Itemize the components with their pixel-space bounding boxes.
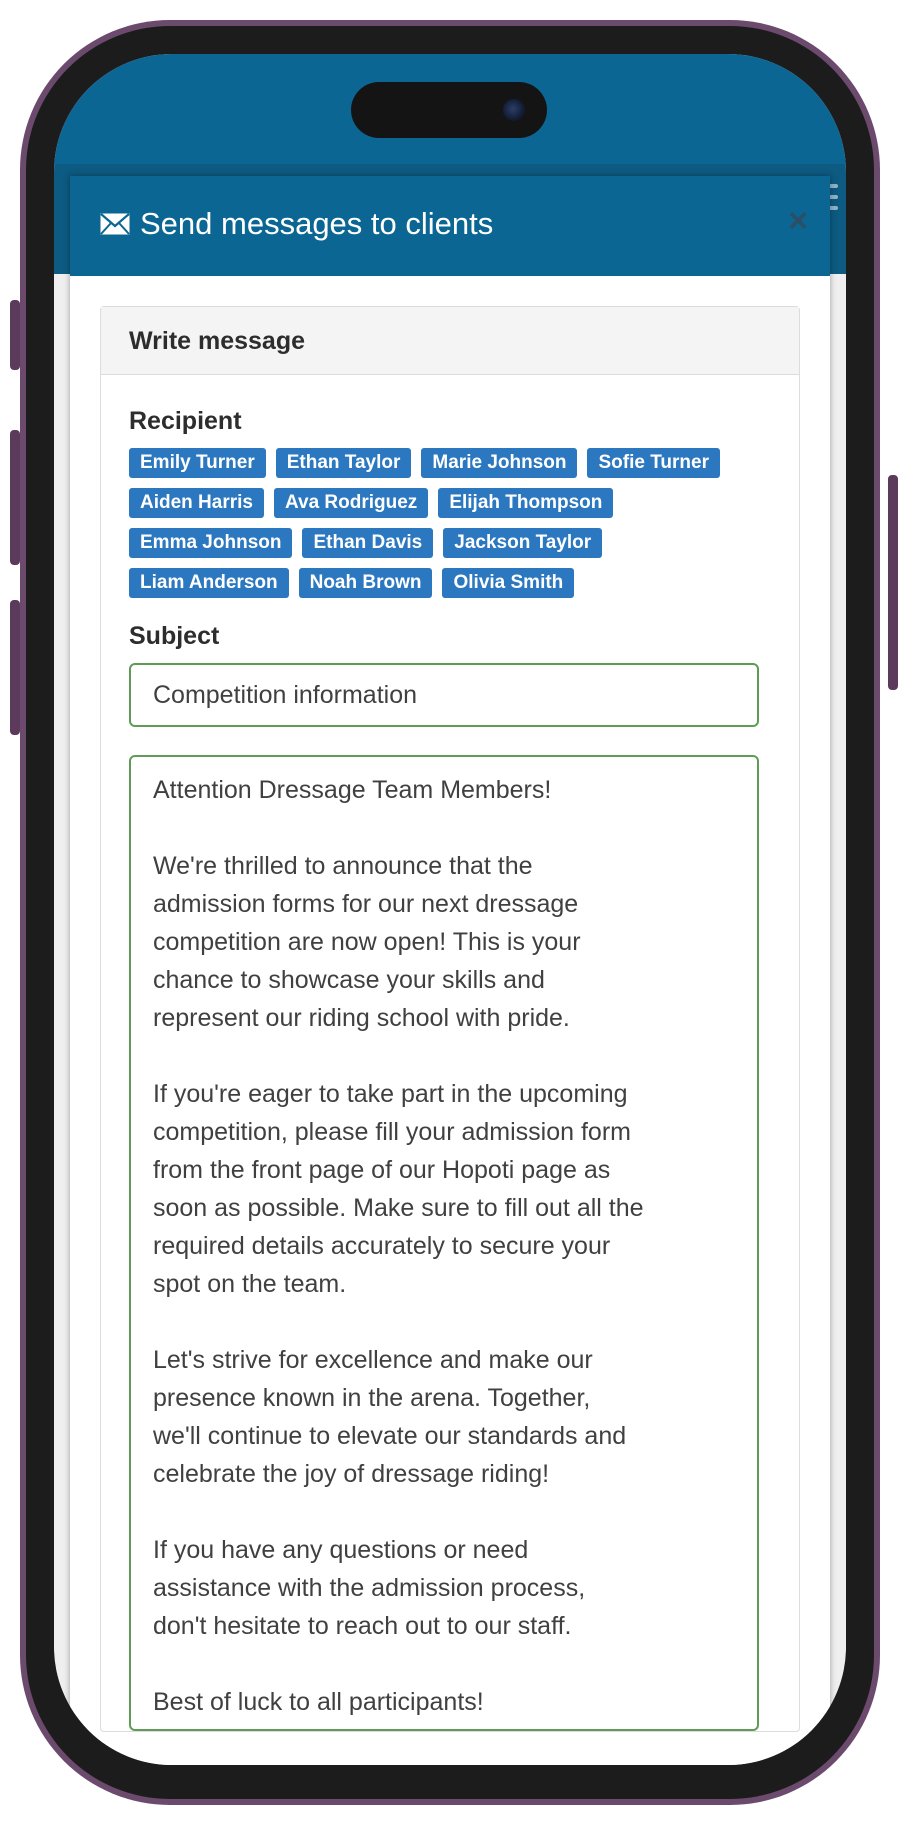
dynamic-island [351, 82, 547, 138]
close-icon[interactable]: × [788, 202, 808, 240]
recipient-chip[interactable]: Ava Rodriguez [274, 488, 428, 518]
recipient-chip-list [129, 448, 769, 608]
status-bar [54, 54, 846, 164]
envelope-icon [100, 213, 130, 235]
camera-icon [503, 99, 525, 121]
recipient-chip[interactable]: Aiden Harris [129, 488, 264, 518]
recipient-chip[interactable]: Olivia Smith [442, 568, 574, 598]
panel-body [101, 375, 799, 1731]
recipient-chip[interactable]: Sofie Turner [587, 448, 720, 478]
volume-down-button [10, 600, 20, 735]
modal-header [70, 176, 830, 276]
phone-screen [54, 54, 846, 1765]
subject-input[interactable]: Competition information [129, 663, 759, 727]
recipient-chip[interactable]: Marie Johnson [421, 448, 577, 478]
recipient-chip[interactable]: Emily Turner [129, 448, 266, 478]
write-message-panel [100, 306, 800, 1732]
recipient-chip[interactable]: Liam Anderson [129, 568, 289, 598]
power-button [888, 475, 898, 690]
modal-title [100, 206, 493, 242]
recipient-chip[interactable]: Ethan Davis [302, 528, 433, 558]
action-button [10, 300, 20, 370]
recipient-chip[interactable]: Noah Brown [299, 568, 433, 598]
recipient-label: Recipient [129, 407, 242, 435]
send-message-modal [70, 176, 830, 1765]
subject-label: Subject [129, 622, 220, 650]
message-textarea[interactable]: Attention Dressage Team Members! We're thrilled to announce that the admission forms for our next dressage competition are now open! This is your chance to showcase your skills and represent our riding school with pride. If you're eager to take part in the upcoming competition, please fill your admission form from the front page of our Hopoti page as soon as possible. Make sure to fill out all the required details accurately to secure your spot on the team. Let's strive for excellence and make our presence known in the arena. Together, we'll continue to elevate our standards and celebrate the joy of dressage riding! If you have any questions or need assistance with the admission process, don't hesitate to reach out to our staff. Best of luck to all participants! [129, 755, 759, 1731]
volume-up-button [10, 430, 20, 565]
recipient-chip[interactable]: Elijah Thompson [438, 488, 613, 518]
panel-heading: Write message [101, 307, 799, 375]
modal-title-text: Send messages to clients [140, 206, 494, 241]
modal-body [70, 276, 830, 1732]
recipient-chip[interactable]: Ethan Taylor [276, 448, 412, 478]
recipient-chip[interactable]: Emma Johnson [129, 528, 292, 558]
recipient-chip[interactable]: Jackson Taylor [443, 528, 602, 558]
